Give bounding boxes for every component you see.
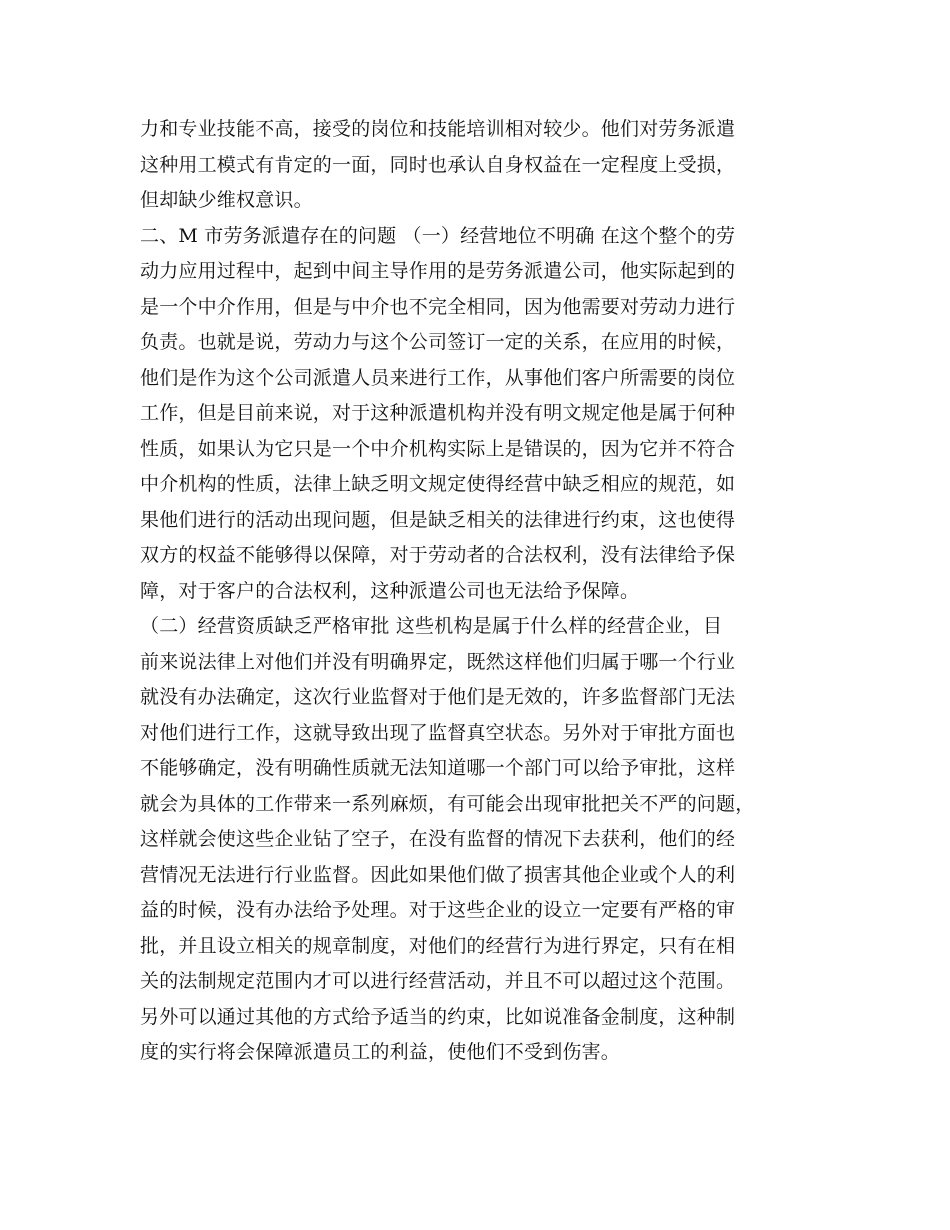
subsection-heading-line: （二）经营资质缺乏严格审批 这些机构是属于什么样的经营企业，目 (140, 615, 723, 637)
text-line: 他们是作为这个公司派遣人员来进行工作，从事他们客户所需要的岗位 (140, 366, 736, 389)
text-line: 这种用工模式有肯定的一面，同时也承认自身权益在一定程度上受损， (140, 153, 736, 176)
text-line: 批，并且设立相关的规章制度，对他们的经营行为进行界定，只有在相 (140, 934, 736, 957)
text-line: 负责。也就是说，劳动力与这个公司签订一定的关系，在应用的时候， (140, 331, 736, 353)
text-line: 不能够确定，没有明确性质就无法知道哪一个部门可以给予审批，这样 (140, 757, 736, 779)
text-line: 益的时候，没有办法给予处理。对于这些企业的设立一定要有严格的审 (140, 899, 736, 921)
text-line: 力和专业技能不高，接受的岗位和技能培训相对较少。他们对劳务派遣 (140, 118, 736, 140)
text-line: 动力应用过程中，起到中间主导作用的是劳务派遣公司，他实际起到的 (140, 260, 736, 282)
text-line: 性质，如果认为它只是一个中介机构实际上是错误的，因为它并不符合 (140, 437, 736, 460)
text-line: 另外可以通过其他的方式给予适当的约束，比如说准备金制度，这种制 (140, 1005, 736, 1028)
text-line: 营情况无法进行行业监督。因此如果他们做了损害其他企业或个人的利 (140, 863, 736, 886)
text-line: 就会为具体的工作带来一系列麻烦，有可能会出现审批把关不严的问题， (140, 792, 755, 815)
text-line: 关的法制规定范围内才可以进行经营活动，并且不可以超过这个范围。 (140, 970, 736, 992)
text-line: 中介机构的性质，法律上缺乏明文规定使得经营中缺乏相应的规范，如 (140, 473, 736, 495)
section-heading-line: 二、M 市劳务派遣存在的问题 （一）经营地位不明确 在这个整个的劳 (140, 224, 736, 247)
text-line: 这样就会使这些企业钻了空子，在没有监督的情况下去获利，他们的经 (140, 828, 736, 850)
text-line: 障，对于客户的合法权利，这种派遣公司也无法给予保障。 (140, 579, 640, 602)
text-line: 前来说法律上对他们并没有明确界定，既然这样他们归属于哪一个行业 (140, 650, 736, 673)
text-line: 度的实行将会保障派遣员工的利益，使他们不受到伤害。 (140, 1041, 621, 1063)
text-line: 就没有办法确定，这次行业监督对于他们是无效的，许多监督部门无法 (140, 686, 736, 708)
text-line: 双方的权益不能够得以保障，对于劳动者的合法权利，没有法律给予保 (140, 544, 736, 566)
text-line: 对他们进行工作，这就导致出现了监督真空状态。另外对于审批方面也 (140, 721, 736, 744)
text-line: 是一个中介作用，但是与中介也不完全相同，因为他需要对劳动力进行 (140, 295, 736, 318)
text-line: 果他们进行的活动出现问题，但是缺乏相关的法律进行约束，这也使得 (140, 508, 736, 531)
text-line: 但却缺少维权意识。 (140, 189, 313, 211)
text-line: 工作，但是目前来说，对于这种派遣机构并没有明文规定他是属于何种 (140, 402, 736, 424)
document-page (140, 112, 830, 1071)
